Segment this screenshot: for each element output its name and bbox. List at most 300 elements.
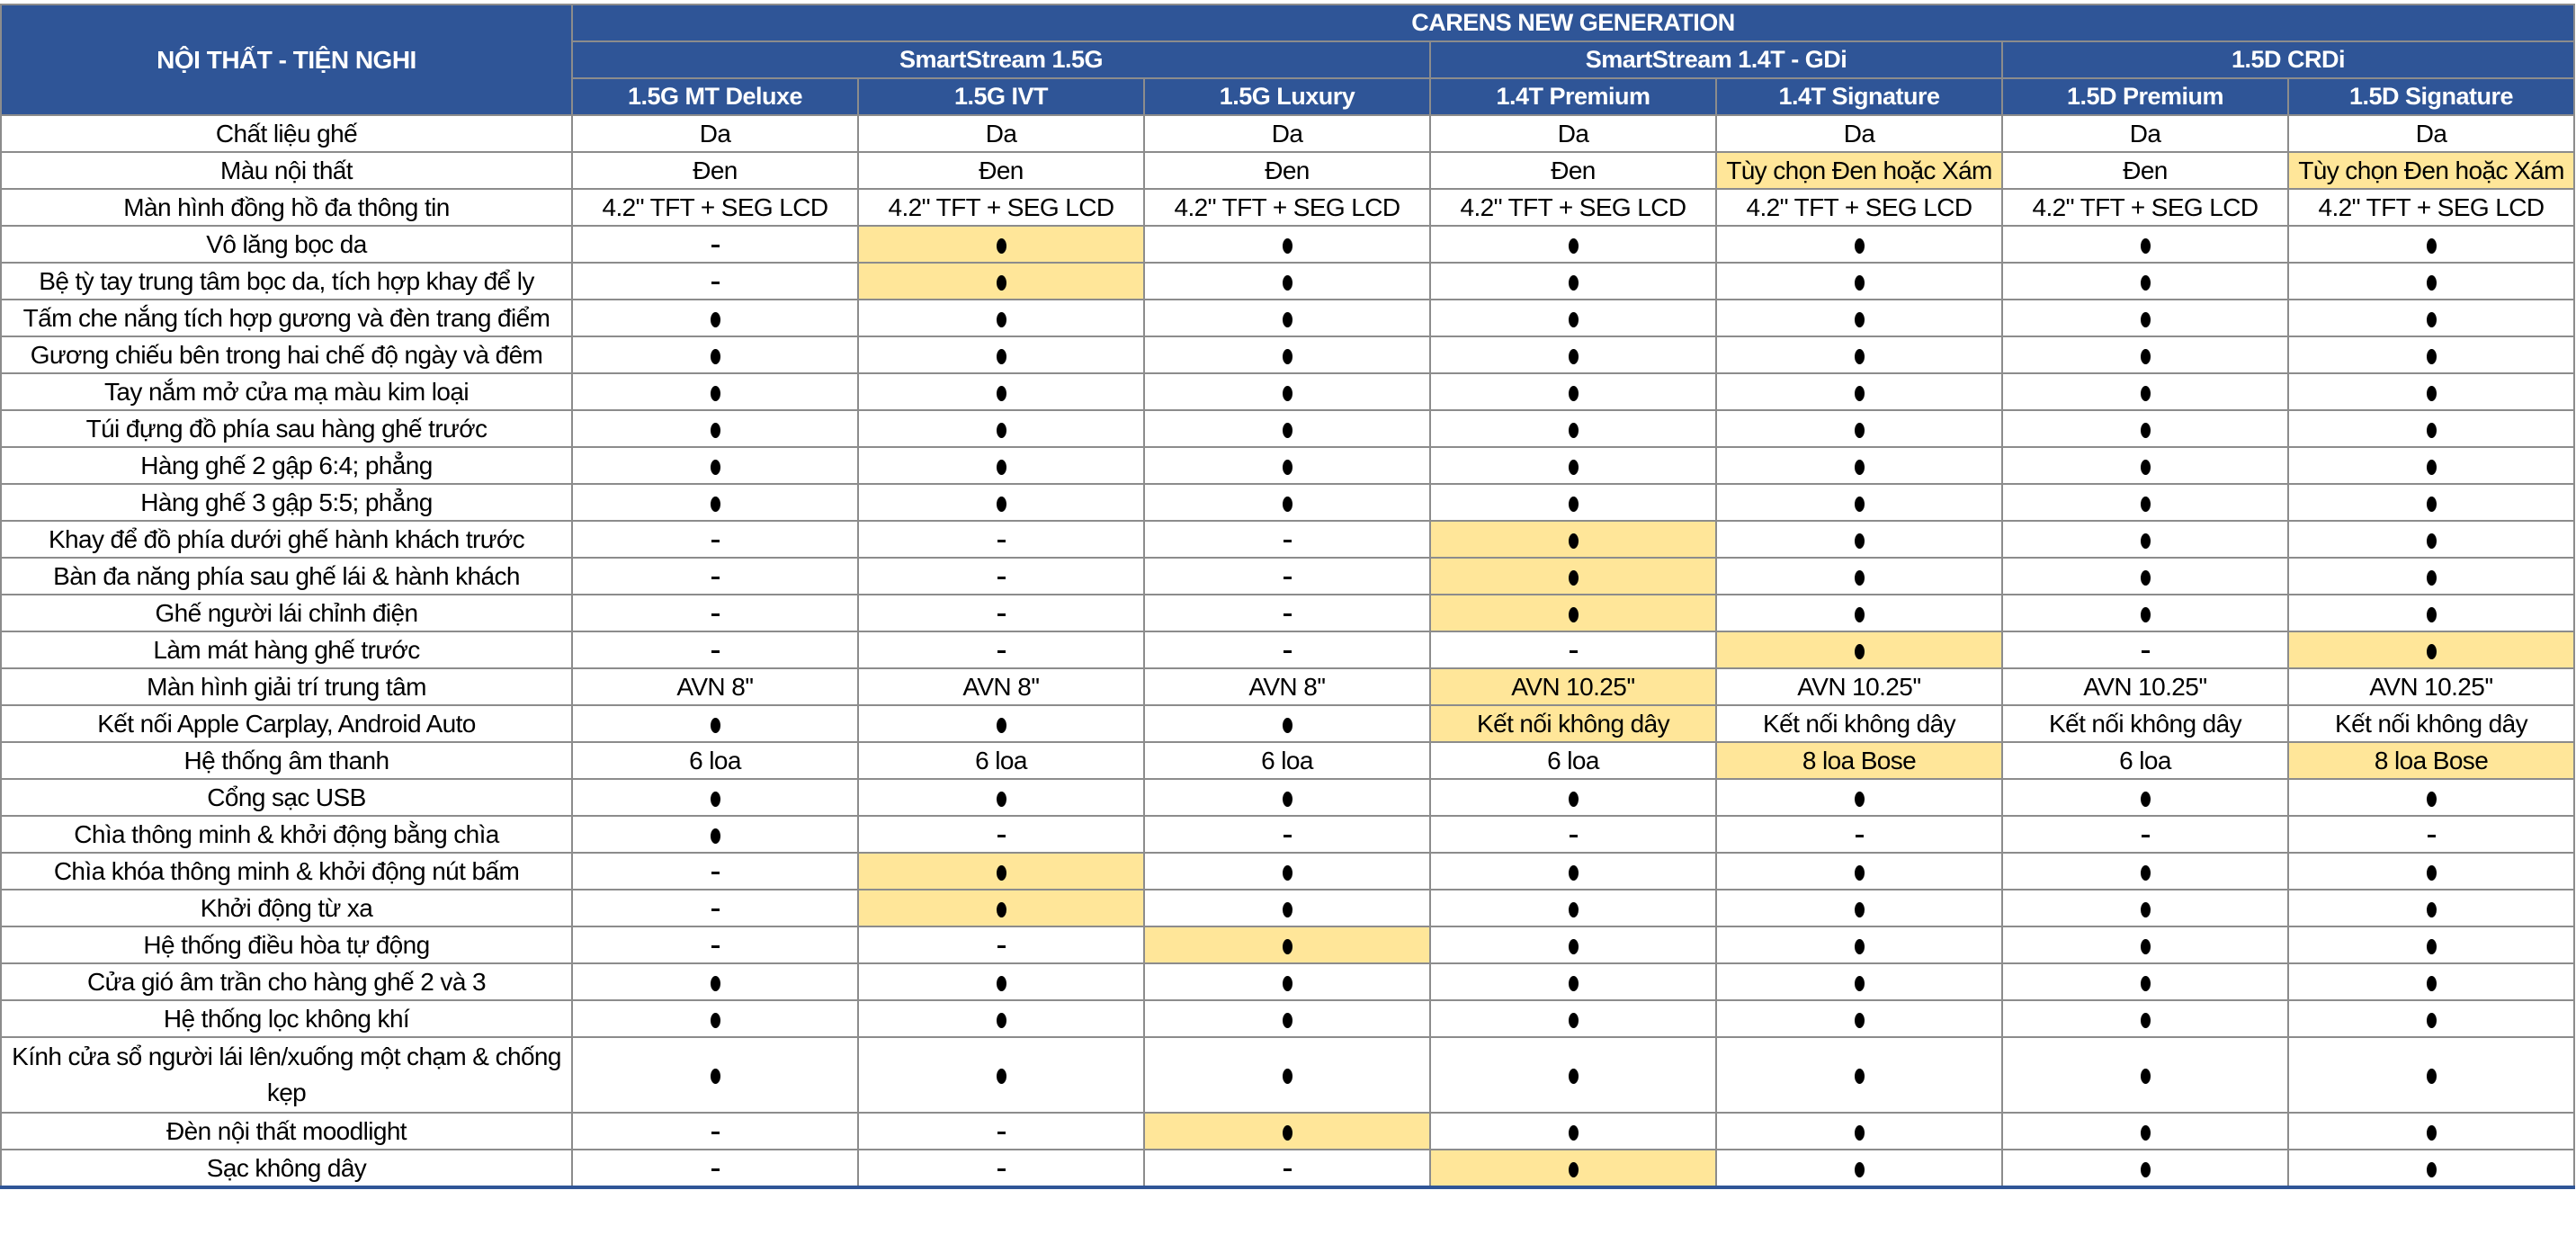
table-row <box>1 742 2574 779</box>
spec-cell <box>858 336 1144 373</box>
included-dot-icon <box>2141 312 2151 327</box>
spec-cell: Tùy chọn Đen hoặc Xám <box>2288 152 2574 189</box>
spec-cell <box>1716 263 2002 300</box>
spec-cell <box>1144 816 1430 853</box>
included-dot-icon <box>1283 792 1292 807</box>
included-dot-icon <box>1283 865 1292 881</box>
included-dot-icon <box>2141 1069 2151 1084</box>
spec-cell <box>1144 410 1430 447</box>
feature-label: Khay để đồ phía dưới ghế hành khách trước <box>1 521 572 558</box>
feature-label: Làm mát hàng ghế trước <box>1 631 572 668</box>
spec-cell <box>2288 595 2574 631</box>
spec-cell: 4.2" TFT + SEG LCD <box>2002 189 2288 226</box>
spec-cell <box>1144 1037 1430 1113</box>
table-row <box>1 963 2574 1000</box>
feature-label: Khởi động từ xa <box>1 890 572 926</box>
spec-cell <box>1144 595 1430 631</box>
spec-cell: Da <box>2002 115 2288 152</box>
spec-cell <box>1144 373 1430 410</box>
spec-cell <box>1430 484 1716 521</box>
spec-cell <box>572 1000 858 1037</box>
included-dot-icon <box>2427 644 2437 659</box>
spec-cell: 8 loa Bose <box>1716 742 2002 779</box>
included-dot-icon <box>2427 1013 2437 1028</box>
spec-cell <box>572 521 858 558</box>
spec-cell <box>1716 558 2002 595</box>
included-dot-icon <box>1855 423 1865 438</box>
spec-cell <box>1430 1150 1716 1187</box>
included-dot-icon <box>2427 423 2437 438</box>
included-dot-icon <box>1569 497 1579 512</box>
spec-cell: Đen <box>2002 152 2288 189</box>
included-dot-icon <box>1855 1013 1865 1028</box>
included-dot-icon <box>1855 792 1865 807</box>
spec-cell <box>1716 484 2002 521</box>
included-dot-icon <box>2141 1013 2151 1028</box>
included-dot-icon <box>1283 497 1292 512</box>
included-dot-icon <box>1569 1069 1579 1084</box>
spec-cell <box>2288 816 2574 853</box>
spec-cell <box>2288 853 2574 890</box>
not-available-dash-icon <box>1284 650 1292 653</box>
included-dot-icon <box>997 238 1006 254</box>
included-dot-icon <box>1855 312 1865 327</box>
spec-cell <box>1430 226 1716 263</box>
spec-cell <box>572 816 858 853</box>
not-available-dash-icon <box>711 650 720 653</box>
included-dot-icon <box>997 386 1006 401</box>
not-available-dash-icon <box>997 540 1006 542</box>
included-dot-icon <box>2141 939 2151 954</box>
table-row <box>1 631 2574 668</box>
included-dot-icon <box>2427 238 2437 254</box>
not-available-dash-icon <box>1284 540 1292 542</box>
spec-cell <box>572 631 858 668</box>
table-row <box>1 152 2574 189</box>
feature-label: Gương chiếu bên trong hai chế độ ngày và đêm <box>1 336 572 373</box>
spec-cell <box>2288 300 2574 336</box>
included-dot-icon <box>2141 460 2151 475</box>
included-dot-icon <box>1283 238 1292 254</box>
feature-label: Hệ thống âm thanh <box>1 742 572 779</box>
spec-cell <box>858 1000 1144 1037</box>
included-dot-icon <box>1283 1013 1292 1028</box>
table-row <box>1 263 2574 300</box>
included-dot-icon <box>997 460 1006 475</box>
table-row <box>1 705 2574 742</box>
spec-cell: 4.2" TFT + SEG LCD <box>2288 189 2574 226</box>
spec-cell: 6 loa <box>858 742 1144 779</box>
table-row <box>1 1037 2574 1113</box>
spec-cell: AVN 8'' <box>858 668 1144 705</box>
spec-cell: AVN 10.25'' <box>2288 668 2574 705</box>
not-available-dash-icon <box>1284 577 1292 579</box>
included-dot-icon <box>1569 792 1579 807</box>
table-header <box>1 4 2574 115</box>
feature-label: Hệ thống điều hòa tự động <box>1 926 572 963</box>
table-row <box>1 668 2574 705</box>
table-row <box>1 1113 2574 1150</box>
table-row <box>1 484 2574 521</box>
not-available-dash-icon <box>1856 835 1864 837</box>
engine-group-1.5d-crdi: 1.5D CRDi <box>2002 41 2574 78</box>
spec-cell <box>858 1150 1144 1187</box>
included-dot-icon <box>2141 275 2151 291</box>
included-dot-icon <box>1855 238 1865 254</box>
spec-cell <box>2002 447 2288 484</box>
spec-cell <box>2002 336 2288 373</box>
spec-cell <box>1144 336 1430 373</box>
feature-label: Túi đựng đồ phía sau hàng ghế trước <box>1 410 572 447</box>
spec-cell <box>1144 779 1430 816</box>
included-dot-icon <box>1855 607 1865 622</box>
spec-table-container <box>0 4 2575 1189</box>
spec-cell: Da <box>2288 115 2574 152</box>
spec-cell <box>2288 484 2574 521</box>
spec-cell <box>1144 484 1430 521</box>
spec-cell <box>2002 1113 2288 1150</box>
included-dot-icon <box>1283 939 1292 954</box>
table-row <box>1 1000 2574 1037</box>
included-dot-icon <box>1855 460 1865 475</box>
included-dot-icon <box>1855 976 1865 991</box>
spec-cell <box>858 705 1144 742</box>
included-dot-icon <box>1855 1162 1865 1177</box>
feature-label: Tay nắm mở cửa mạ màu kim loại <box>1 373 572 410</box>
not-available-dash-icon <box>1284 835 1292 837</box>
spec-cell <box>858 558 1144 595</box>
spec-cell <box>2288 447 2574 484</box>
included-dot-icon <box>2141 423 2151 438</box>
spec-cell: Tùy chọn Đen hoặc Xám <box>1716 152 2002 189</box>
spec-cell <box>1716 853 2002 890</box>
included-dot-icon <box>711 1013 720 1028</box>
spec-cell <box>2288 631 2574 668</box>
spec-cell <box>858 853 1144 890</box>
included-dot-icon <box>997 718 1006 733</box>
trim-header: 1.5G MT Deluxe <box>572 78 858 115</box>
spec-cell <box>1430 373 1716 410</box>
header-row-model <box>1 4 2574 41</box>
spec-cell <box>2288 1113 2574 1150</box>
spec-cell: Kết nối không dây <box>2288 705 2574 742</box>
spec-cell <box>1430 779 1716 816</box>
spec-cell <box>1716 595 2002 631</box>
spec-cell <box>1716 410 2002 447</box>
spec-cell <box>572 853 858 890</box>
spec-cell <box>572 1037 858 1113</box>
spec-cell <box>2002 816 2288 853</box>
included-dot-icon <box>1855 865 1865 881</box>
spec-cell <box>2002 963 2288 1000</box>
spec-cell <box>1430 263 1716 300</box>
included-dot-icon <box>1855 902 1865 917</box>
included-dot-icon <box>2427 497 2437 512</box>
included-dot-icon <box>1569 423 1579 438</box>
spec-cell: Da <box>572 115 858 152</box>
not-available-dash-icon <box>997 577 1006 579</box>
spec-cell: 6 loa <box>1430 742 1716 779</box>
spec-cell <box>572 779 858 816</box>
spec-cell <box>1716 226 2002 263</box>
included-dot-icon <box>2427 1069 2437 1084</box>
spec-cell: 4.2" TFT + SEG LCD <box>1144 189 1430 226</box>
included-dot-icon <box>1855 386 1865 401</box>
included-dot-icon <box>2427 902 2437 917</box>
trim-header: 1.4T Premium <box>1430 78 1716 115</box>
included-dot-icon <box>1569 1162 1579 1177</box>
included-dot-icon <box>1569 607 1579 622</box>
table-row <box>1 300 2574 336</box>
spec-cell <box>572 890 858 926</box>
included-dot-icon <box>2427 1162 2437 1177</box>
spec-cell <box>1144 631 1430 668</box>
included-dot-icon <box>1855 570 1865 586</box>
included-dot-icon <box>2141 607 2151 622</box>
table-row <box>1 816 2574 853</box>
spec-cell <box>858 410 1144 447</box>
included-dot-icon <box>997 976 1006 991</box>
spec-cell <box>1144 963 1430 1000</box>
spec-cell <box>858 484 1144 521</box>
included-dot-icon <box>711 312 720 327</box>
spec-cell <box>1430 558 1716 595</box>
spec-cell: Đen <box>858 152 1144 189</box>
spec-cell <box>2002 779 2288 816</box>
included-dot-icon <box>2141 1162 2151 1177</box>
spec-cell <box>2002 300 2288 336</box>
spec-cell <box>858 447 1144 484</box>
feature-label: Cổng sạc USB <box>1 779 572 816</box>
spec-cell: Da <box>1430 115 1716 152</box>
included-dot-icon <box>997 792 1006 807</box>
not-available-dash-icon <box>997 650 1006 653</box>
included-dot-icon <box>711 460 720 475</box>
not-available-dash-icon <box>2142 835 2150 837</box>
not-available-dash-icon <box>997 835 1006 837</box>
spec-cell <box>858 890 1144 926</box>
spec-cell <box>572 410 858 447</box>
feature-label: Đèn nội thất moodlight <box>1 1113 572 1150</box>
engine-group-1.4t-gdi: SmartStream 1.4T - GDi <box>1430 41 2002 78</box>
spec-cell <box>2288 890 2574 926</box>
spec-cell: 6 loa <box>2002 742 2288 779</box>
included-dot-icon <box>1569 238 1579 254</box>
included-dot-icon <box>1569 939 1579 954</box>
included-dot-icon <box>1569 386 1579 401</box>
included-dot-icon <box>1569 275 1579 291</box>
included-dot-icon <box>997 423 1006 438</box>
spec-cell: 6 loa <box>572 742 858 779</box>
included-dot-icon <box>2141 902 2151 917</box>
not-available-dash-icon <box>2142 650 2150 653</box>
feature-label: Bàn đa năng phía sau ghế lái & hành khách <box>1 558 572 595</box>
spec-cell: AVN 8'' <box>1144 668 1430 705</box>
spec-cell: Đen <box>1430 152 1716 189</box>
table-row <box>1 410 2574 447</box>
feature-label: Cửa gió âm trần cho hàng ghế 2 và 3 <box>1 963 572 1000</box>
spec-cell <box>1144 890 1430 926</box>
included-dot-icon <box>1283 1069 1292 1084</box>
not-available-dash-icon <box>1570 650 1578 653</box>
included-dot-icon <box>2427 1125 2437 1141</box>
spec-cell <box>1144 521 1430 558</box>
spec-cell <box>2288 963 2574 1000</box>
spec-cell <box>572 1150 858 1187</box>
spec-cell <box>572 373 858 410</box>
spec-cell <box>2288 1000 2574 1037</box>
included-dot-icon <box>1855 1069 1865 1084</box>
included-dot-icon <box>1283 902 1292 917</box>
included-dot-icon <box>2141 570 2151 586</box>
included-dot-icon <box>1569 570 1579 586</box>
spec-cell <box>1430 853 1716 890</box>
included-dot-icon <box>1283 349 1292 364</box>
spec-cell <box>2002 226 2288 263</box>
included-dot-icon <box>2427 939 2437 954</box>
spec-cell <box>858 595 1144 631</box>
spec-cell <box>858 926 1144 963</box>
spec-cell <box>2288 410 2574 447</box>
feature-label: Kết nối Apple Carplay, Android Auto <box>1 705 572 742</box>
included-dot-icon <box>997 1069 1006 1084</box>
included-dot-icon <box>711 828 720 844</box>
spec-cell <box>2002 1150 2288 1187</box>
spec-cell <box>1430 890 1716 926</box>
spec-cell: AVN 10.25'' <box>1430 668 1716 705</box>
spec-cell <box>572 300 858 336</box>
spec-cell <box>2288 1037 2574 1113</box>
included-dot-icon <box>1283 275 1292 291</box>
spec-cell <box>1430 1000 1716 1037</box>
spec-cell <box>1716 926 2002 963</box>
not-available-dash-icon <box>1284 1168 1292 1171</box>
included-dot-icon <box>2141 976 2151 991</box>
trim-header: 1.5G Luxury <box>1144 78 1430 115</box>
included-dot-icon <box>1569 865 1579 881</box>
included-dot-icon <box>1283 312 1292 327</box>
spec-cell <box>1716 1000 2002 1037</box>
included-dot-icon <box>1855 644 1865 659</box>
spec-cell <box>1144 226 1430 263</box>
included-dot-icon <box>997 865 1006 881</box>
spec-cell: Da <box>858 115 1144 152</box>
table-row <box>1 226 2574 263</box>
spec-cell <box>2002 853 2288 890</box>
table-body <box>1 115 2574 1187</box>
included-dot-icon <box>1855 939 1865 954</box>
spec-cell: AVN 8'' <box>572 668 858 705</box>
feature-label: Màn hình đồng hồ đa thông tin <box>1 189 572 226</box>
spec-cell: AVN 10.25'' <box>1716 668 2002 705</box>
not-available-dash-icon <box>711 1132 720 1134</box>
spec-cell <box>1716 300 2002 336</box>
included-dot-icon <box>2427 570 2437 586</box>
spec-cell <box>858 263 1144 300</box>
spec-cell <box>1144 705 1430 742</box>
feature-label: Màu nội thất <box>1 152 572 189</box>
spec-cell <box>1144 447 1430 484</box>
spec-cell <box>2288 779 2574 816</box>
spec-cell <box>2002 410 2288 447</box>
spec-cell <box>2288 1150 2574 1187</box>
feature-label: Chìa thông minh & khởi động bằng chìa <box>1 816 572 853</box>
included-dot-icon <box>2427 976 2437 991</box>
table-row <box>1 558 2574 595</box>
feature-label: Hàng ghế 3 gập 5:5; phẳng <box>1 484 572 521</box>
trim-header: 1.5D Premium <box>2002 78 2288 115</box>
spec-cell <box>2002 595 2288 631</box>
spec-cell <box>1716 521 2002 558</box>
spec-cell: 8 loa Bose <box>2288 742 2574 779</box>
spec-cell <box>2002 1000 2288 1037</box>
not-available-dash-icon <box>711 245 720 247</box>
included-dot-icon <box>2141 386 2151 401</box>
feature-label: Tấm che nắng tích hợp gương và đèn trang điểm <box>1 300 572 336</box>
spec-cell <box>858 1037 1144 1113</box>
not-available-dash-icon <box>711 613 720 616</box>
included-dot-icon <box>1855 275 1865 291</box>
feature-label: Màn hình giải trí trung tâm <box>1 668 572 705</box>
included-dot-icon <box>2427 460 2437 475</box>
table-row <box>1 336 2574 373</box>
included-dot-icon <box>1855 533 1865 549</box>
spec-cell <box>1430 300 1716 336</box>
included-dot-icon <box>2427 312 2437 327</box>
spec-cell <box>572 336 858 373</box>
spec-cell <box>572 263 858 300</box>
spec-cell <box>1430 447 1716 484</box>
trim-header: 1.4T Signature <box>1716 78 2002 115</box>
included-dot-icon <box>1569 1013 1579 1028</box>
included-dot-icon <box>1569 533 1579 549</box>
spec-cell <box>2002 263 2288 300</box>
included-dot-icon <box>2141 238 2151 254</box>
spec-cell <box>2288 263 2574 300</box>
spec-cell <box>2288 558 2574 595</box>
spec-cell <box>1430 926 1716 963</box>
spec-cell <box>858 779 1144 816</box>
spec-cell <box>858 1113 1144 1150</box>
spec-cell <box>572 926 858 963</box>
spec-cell <box>1716 963 2002 1000</box>
spec-cell <box>2002 631 2288 668</box>
included-dot-icon <box>1569 460 1579 475</box>
table-row <box>1 447 2574 484</box>
spec-cell <box>1144 558 1430 595</box>
included-dot-icon <box>997 275 1006 291</box>
spec-cell <box>1716 816 2002 853</box>
spec-cell: Đen <box>572 152 858 189</box>
not-available-dash-icon <box>997 613 1006 616</box>
feature-label: Vô lăng bọc da <box>1 226 572 263</box>
included-dot-icon <box>1283 976 1292 991</box>
feature-label: Bệ tỳ tay trung tâm bọc da, tích hợp khay để ly <box>1 263 572 300</box>
trim-header: 1.5G IVT <box>858 78 1144 115</box>
table-row <box>1 373 2574 410</box>
not-available-dash-icon <box>997 1168 1006 1171</box>
table-row <box>1 189 2574 226</box>
not-available-dash-icon <box>711 908 720 911</box>
included-dot-icon <box>2427 275 2437 291</box>
included-dot-icon <box>711 386 720 401</box>
spec-cell <box>1716 336 2002 373</box>
not-available-dash-icon <box>711 1168 720 1171</box>
table-row <box>1 890 2574 926</box>
spec-cell: 6 loa <box>1144 742 1430 779</box>
table-row <box>1 779 2574 816</box>
trim-header: 1.5D Signature <box>2288 78 2574 115</box>
